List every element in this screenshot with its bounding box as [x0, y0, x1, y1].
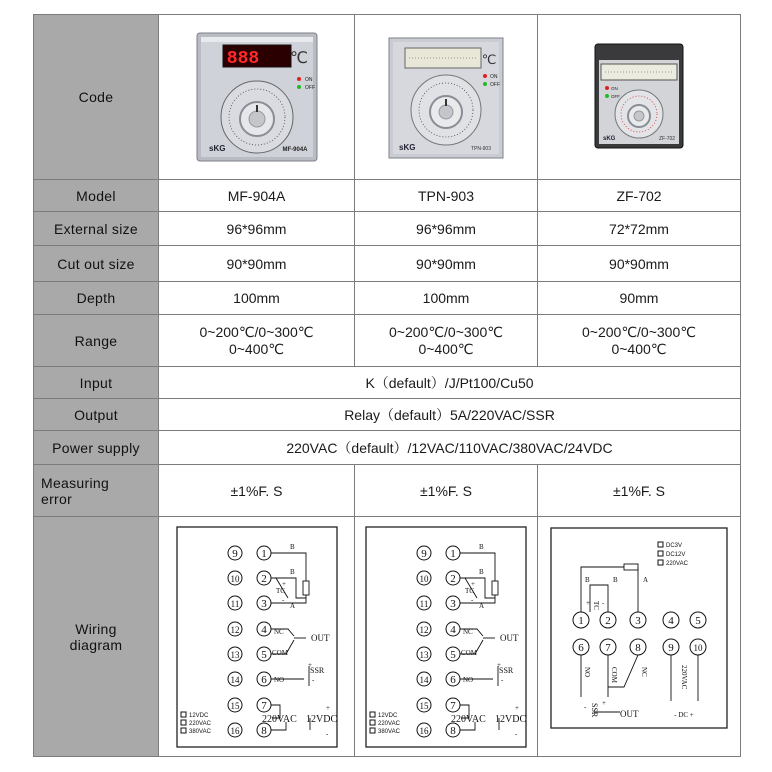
svg-text:A: A	[289, 601, 295, 610]
svg-text:-: -	[515, 729, 518, 738]
model-value-2: TPN-903	[355, 180, 538, 212]
svg-text:14: 14	[419, 674, 429, 685]
wiring-diagram-96-b	[365, 526, 527, 748]
svg-text:4: 4	[450, 623, 456, 636]
range-label: Range	[34, 315, 159, 367]
svg-text:B: B	[479, 567, 484, 576]
cut-out-size-label: Cut out size	[34, 246, 159, 282]
svg-text:5: 5	[695, 614, 701, 627]
svg-text:B: B	[289, 542, 295, 551]
svg-text:16: 16	[230, 725, 239, 736]
wiring-row	[34, 517, 741, 757]
svg-text:OUT: OUT	[310, 632, 329, 643]
svg-text:7: 7	[450, 699, 456, 712]
svg-text:-: -	[281, 595, 284, 604]
depth-value-2: 100mm	[355, 282, 538, 315]
svg-text:- DC +: - DC +	[674, 710, 694, 719]
svg-text:3: 3	[450, 597, 456, 610]
svg-text:+: +	[602, 698, 606, 707]
svg-text:15: 15	[419, 700, 429, 711]
svg-text:2: 2	[450, 572, 456, 585]
svg-text:+: +	[307, 660, 312, 669]
svg-text:380VAC: 380VAC	[188, 728, 211, 735]
svg-text:DC3V: DC3V	[666, 542, 683, 549]
svg-text:SSR: SSR	[590, 702, 599, 717]
svg-text:6: 6	[578, 641, 584, 654]
svg-text:14: 14	[230, 674, 239, 685]
svg-text:9: 9	[421, 547, 427, 560]
svg-text:-: -	[325, 729, 328, 738]
cut-out-size-value-2: 90*90mm	[355, 246, 538, 282]
product-photo-zf702	[538, 15, 741, 180]
range-line-1: 0~200℃/0~300℃	[389, 323, 503, 340]
svg-text:1: 1	[578, 614, 584, 627]
svg-text:13: 13	[419, 649, 429, 660]
model-plate: MF-904A	[281, 147, 308, 153]
wiring-diagram-96-a	[176, 526, 338, 748]
svg-text:+: +	[515, 703, 519, 712]
external-size-value-2: 96*96mm	[355, 212, 538, 246]
celsius-unit: ℃	[289, 50, 308, 67]
svg-text:NO: NO	[583, 666, 591, 677]
measuring-error-label	[34, 465, 159, 517]
svg-text:OUT: OUT	[620, 708, 639, 719]
svg-text:+: +	[281, 579, 286, 588]
wiring-cell-1	[159, 517, 355, 757]
model-value-1: MF-904A	[159, 180, 355, 212]
svg-text:13: 13	[230, 649, 239, 660]
svg-text:+: +	[497, 660, 501, 669]
svg-text:4: 4	[668, 614, 674, 627]
svg-text:-: -	[584, 702, 587, 711]
model-row	[34, 180, 741, 212]
external-size-row	[34, 212, 741, 246]
range-line-1: 0~200℃/0~300℃	[199, 323, 314, 340]
code-row	[34, 15, 741, 180]
power-legend	[181, 712, 212, 735]
controller-photo-96-analog	[381, 30, 511, 165]
svg-text:10: 10	[230, 573, 239, 584]
range-value-3	[538, 315, 741, 367]
controller-photo-72-analog	[579, 30, 699, 165]
output-row	[34, 399, 741, 431]
external-size-value-1: 96*96mm	[159, 212, 355, 246]
svg-text:6: 6	[260, 673, 267, 686]
svg-text:11: 11	[419, 598, 429, 609]
svg-text:7: 7	[605, 641, 611, 654]
cut-out-size-value-1: 90*90mm	[159, 246, 355, 282]
svg-text:TC: TC	[275, 586, 285, 595]
svg-text:7: 7	[260, 699, 267, 712]
svg-text:380VAC: 380VAC	[378, 728, 400, 735]
wiring-label	[34, 517, 159, 757]
svg-text:220VAC: 220VAC	[680, 664, 688, 689]
range-value-1	[159, 315, 355, 367]
svg-text:+: +	[586, 598, 590, 607]
brand-logo: sKG	[399, 142, 416, 152]
svg-text:3: 3	[260, 597, 267, 610]
svg-text:OUT: OUT	[500, 632, 519, 643]
svg-text:1: 1	[450, 547, 456, 560]
power-legend	[370, 712, 401, 735]
depth-value-3: 90mm	[538, 282, 741, 315]
svg-text:220VAC: 220VAC	[451, 713, 486, 725]
svg-text:NC: NC	[273, 627, 284, 636]
model-plate: TPN-903	[470, 145, 492, 152]
svg-text:OFF: OFF	[304, 85, 315, 91]
measuring-error-label-line2: error	[41, 490, 73, 507]
svg-text:8: 8	[635, 641, 641, 654]
svg-text:2: 2	[260, 572, 267, 585]
power-supply-label: Power supply	[34, 431, 159, 465]
svg-text:B: B	[289, 567, 295, 576]
svg-text:220VAC: 220VAC	[378, 720, 400, 727]
controller-photo-96-digital	[187, 27, 327, 167]
measuring-error-value-3: ±1%F. S	[538, 465, 741, 517]
svg-text:COM: COM	[271, 648, 288, 657]
cut-out-size-row	[34, 246, 741, 282]
svg-text:-: -	[602, 598, 605, 607]
input-row	[34, 367, 741, 399]
svg-text:3: 3	[635, 614, 641, 627]
svg-text:COM: COM	[610, 666, 618, 683]
svg-text:TC: TC	[465, 586, 474, 595]
svg-text:SSR: SSR	[499, 665, 514, 675]
wiring-label-line1: Wiring	[75, 620, 117, 637]
wiring-diagram-72	[550, 527, 728, 729]
depth-value-1: 100mm	[159, 282, 355, 315]
measuring-error-label-line1: Measuring	[41, 474, 110, 491]
wiring-label-line2: diagram	[69, 636, 123, 653]
svg-text:NO: NO	[463, 675, 474, 684]
svg-text:9: 9	[668, 641, 674, 654]
svg-text:-: -	[471, 595, 474, 604]
wiring-cell-2	[355, 517, 538, 757]
svg-text:4: 4	[260, 623, 267, 636]
external-size-value-3: 72*72mm	[538, 212, 741, 246]
input-value: K（default）/J/Pt100/Cu50	[159, 367, 741, 399]
power-supply-row	[34, 431, 741, 465]
brand-logo: sKG	[208, 144, 225, 153]
svg-text:5: 5	[260, 648, 267, 661]
measuring-error-row	[34, 465, 741, 517]
brand-logo: sKG	[603, 135, 616, 142]
svg-text:-: -	[311, 675, 314, 684]
svg-text:12: 12	[230, 624, 239, 635]
svg-text:OFF: OFF	[611, 93, 620, 99]
svg-text:NC: NC	[640, 666, 648, 677]
range-row	[34, 315, 741, 367]
svg-text:2: 2	[605, 614, 611, 627]
svg-text:B: B	[613, 575, 618, 584]
svg-text:A: A	[643, 575, 649, 584]
model-plate: ZF-702	[658, 135, 676, 142]
svg-text:OFF: OFF	[490, 81, 500, 88]
external-size-label: External size	[34, 212, 159, 246]
svg-text:ON: ON	[304, 77, 312, 83]
svg-text:℃: ℃	[481, 51, 497, 67]
svg-text:+: +	[325, 703, 330, 712]
measuring-error-value-2: ±1%F. S	[355, 465, 538, 517]
code-label: Code	[34, 15, 159, 180]
svg-text:NC: NC	[463, 627, 473, 636]
product-photo-mf904a	[159, 15, 355, 180]
svg-text:12VDC: 12VDC	[495, 713, 527, 725]
wiring-cell-3	[538, 517, 741, 757]
svg-text:220VAC: 220VAC	[666, 560, 688, 567]
svg-text:12VDC: 12VDC	[188, 712, 208, 719]
svg-text:8: 8	[450, 724, 456, 737]
depth-row	[34, 282, 741, 315]
svg-text:10: 10	[419, 573, 429, 584]
svg-text:SSR: SSR	[309, 665, 324, 675]
led-display: 888	[226, 49, 259, 69]
range-line-1: 0~200℃/0~300℃	[582, 323, 696, 340]
svg-text:10: 10	[693, 642, 703, 653]
svg-text:9: 9	[231, 547, 238, 560]
cut-out-size-value-3: 90*90mm	[538, 246, 741, 282]
svg-text:12: 12	[419, 624, 429, 635]
svg-text:ON: ON	[611, 85, 618, 91]
range-line-2: 0~400℃	[228, 340, 285, 357]
svg-text:6: 6	[450, 673, 456, 686]
svg-text:11: 11	[230, 598, 239, 609]
model-value-3: ZF-702	[538, 180, 741, 212]
svg-text:8: 8	[260, 724, 267, 737]
product-photo-tpn903	[355, 15, 538, 180]
svg-text:A: A	[479, 601, 485, 610]
svg-text:B: B	[585, 575, 590, 584]
spec-table	[33, 14, 741, 757]
svg-text:220VAC: 220VAC	[261, 713, 297, 725]
svg-text:12VDC: 12VDC	[305, 713, 337, 725]
measuring-error-value-1: ±1%F. S	[159, 465, 355, 517]
svg-text:COM: COM	[461, 648, 477, 657]
svg-text:5: 5	[450, 648, 456, 661]
range-line-2: 0~400℃	[418, 340, 474, 357]
svg-text:-: -	[501, 675, 504, 684]
model-label: Model	[34, 180, 159, 212]
svg-text:NO: NO	[273, 675, 284, 684]
svg-text:DC12V: DC12V	[666, 551, 686, 558]
power-supply-value: 220VAC（default）/12VAC/110VAC/380VAC/24VDC	[159, 431, 741, 465]
svg-text:TC: TC	[592, 600, 600, 610]
range-value-2	[355, 315, 538, 367]
svg-text:+: +	[471, 579, 475, 588]
svg-text:16: 16	[419, 725, 429, 736]
output-label: Output	[34, 399, 159, 431]
output-value: Relay（default）5A/220VAC/SSR	[159, 399, 741, 431]
svg-text:1: 1	[260, 547, 267, 560]
svg-text:220VAC: 220VAC	[188, 720, 211, 727]
svg-text:ON: ON	[490, 73, 498, 80]
svg-text:15: 15	[230, 700, 239, 711]
svg-text:12VDC: 12VDC	[378, 712, 398, 719]
svg-text:B: B	[479, 542, 484, 551]
input-label: Input	[34, 367, 159, 399]
depth-label: Depth	[34, 282, 159, 315]
range-line-2: 0~400℃	[611, 340, 667, 357]
